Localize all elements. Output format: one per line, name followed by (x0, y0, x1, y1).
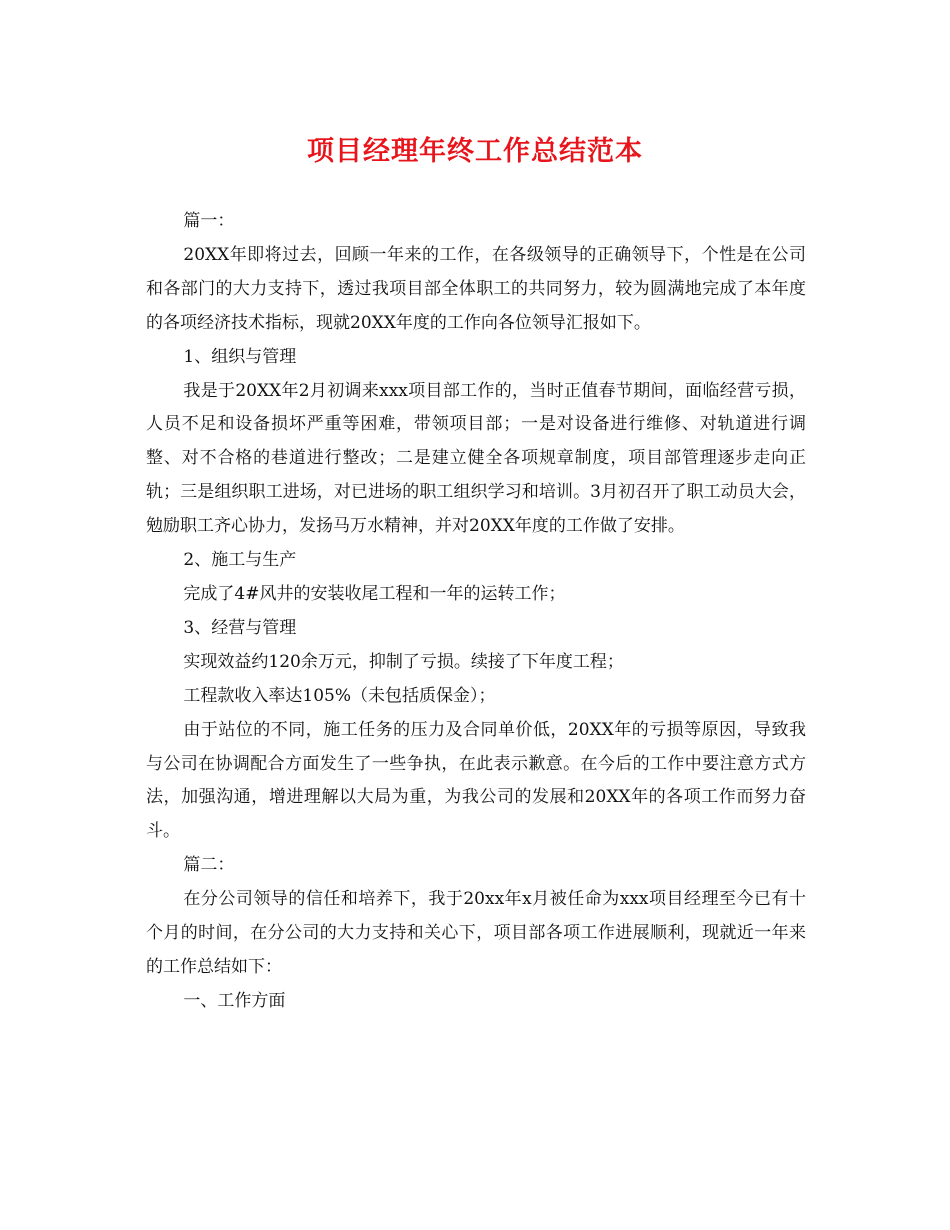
body-paragraph: 在分公司领导的信任和培养下，我于20xx年x月被任命为xxx项目经理至今已有十个月的时间，在分公司的大力支持和关心下，项目部各项工作进展顺利，现就近一年来的工作总结如下： (146, 889, 806, 977)
section-heading-part-two: 篇二： (183, 855, 235, 876)
section-heading-part-one: 篇一： (183, 211, 235, 231)
body-paragraph: 实现效益约120余万元，抑制了亏损。续接了下年度工程； (183, 651, 624, 672)
document-title: 项目经理年终工作总结范本 (307, 136, 643, 167)
body-paragraph: 由于站位的不同，施工任务的压力及合同单价低，20XX年的亏损等原因，导致我与公司在协调配合方面发生了一些争执，在此表示歉意。在今后的工作中要注意方式方法，加强沟通，增进理解以大局为重，为我公司的发展和20XX年的各项工作而努力奋斗。 (146, 719, 806, 842)
body-paragraph: 工程款收入率达105%（未包括质保金）； (183, 685, 496, 706)
subheading-work: 一、工作方面 (183, 990, 286, 1011)
body-paragraph: 完成了4#风井的安装收尾工程和一年的运转工作； (183, 583, 566, 604)
subheading-construction: 2、施工与生产 (183, 550, 297, 571)
subheading-operations: 3、经营与管理 (183, 617, 297, 638)
body-paragraph: 我是于20XX年2月初调来xxx项目部工作的，当时正值春节期间，面临经营亏损，人员不足和设备损坏严重等困难，带领项目部；一是对设备进行维修、对轨道进行调整、对不合格的巷道进行整改；二是建立健全各项规章制度，项目部管理逐步走向正轨；三是组织职工进场，对已进场的职工组织学习和培训。3月初召开了职工动员大会，勉励职工齐心协力，发扬马万水精神，并对20XX年度的工作做了安排。 (146, 380, 806, 537)
body-paragraph: 20XX年即将过去，回顾一年来的工作，在各级领导的正确领导下，个性是在公司和各部门的大力支持下，透过我项目部全体职工的共同努力，较为圆满地完成了本年度的各项经济技术指标，现就20XX年度的工作向各位领导汇报如下。 (146, 244, 806, 333)
document-body (146, 205, 806, 1019)
subheading-organization: 1、组织与管理 (183, 346, 297, 367)
